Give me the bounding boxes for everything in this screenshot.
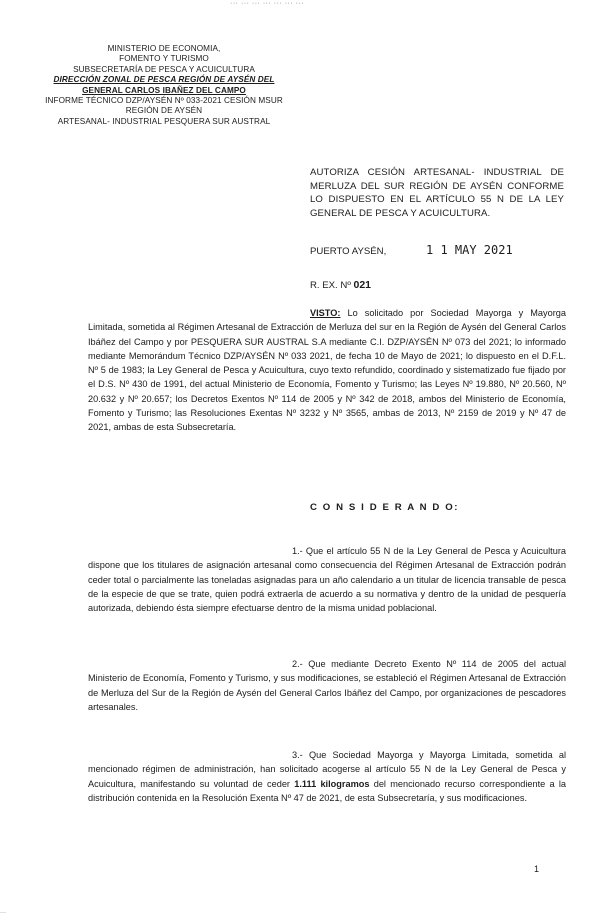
paragraph-3-text-a: 3.- Que Sociedad Mayorga y Mayorga Limitada, sometida al mencionado régimen de administración, han solicitado acogerse al artículo 55 N de la Ley General de Pesca y Acuicultura, manifestando su voluntad de ceder bbox=[88, 750, 566, 789]
visto-paragraph bbox=[88, 306, 566, 435]
considerando-paragraph-1 bbox=[88, 544, 566, 615]
considerando-paragraph-2 bbox=[88, 657, 566, 714]
paragraph-2-text: 2.- Que mediante Decreto Exento Nº 114 de 2005 del actual Ministerio de Economía, Fomento y Turismo, y sus modificaciones, se estableció el Régimen Artesanal de Extracción de Merluza del Sur de la Región de Aysén del General Carlos Ibáñez del Campo, por organizaciones de pescadores artesanales. bbox=[88, 659, 566, 712]
header-line-direccion: DIRECCIÓN ZONAL DE PESCA REGIÓN DE AYSÉN DEL bbox=[53, 75, 275, 85]
corner-mark: ··· bbox=[0, 910, 6, 916]
rex-number: 021 bbox=[353, 279, 372, 291]
header-line-informe: INFORME TÉCNICO DZP/AYSÉN Nº 033-2021 CESIÓN MSUR bbox=[45, 96, 283, 106]
header-line-fomento: FOMENTO Y TURISMO bbox=[119, 54, 209, 64]
header-line-artesanal: ARTESANAL- INDUSTRIAL PESQUERA SUR AUSTRAL bbox=[57, 116, 271, 126]
paragraph-3-amount: 1.111 kilogramos bbox=[294, 778, 370, 789]
place: PUERTO AYSÉN, bbox=[310, 246, 387, 257]
resolution-number bbox=[310, 279, 371, 291]
paragraph-3-text-b: del mencionado recurso correspondiente a la distribución contenida en la Resolución Exenta Nº 47 de 2021, de esta Subsecretaría, y sus modificaciones. bbox=[88, 778, 566, 803]
header-line-subsecretaria: SUBSECRETARÍA DE PESCA Y ACUICULTURA bbox=[73, 64, 255, 74]
date-stamp: 1 1 MAY 2021 bbox=[426, 243, 513, 257]
considerando-paragraph-3 bbox=[88, 748, 566, 805]
visto-label: VISTO: bbox=[310, 308, 341, 318]
paragraph-1-text: 1.- Que el artículo 55 N de la Ley General de Pesca y Acuicultura dispone que los titulares de asignación artesanal como consecuencia del Régimen Artesanal de Extracción podrán ceder total o parcialmente las toneladas asignadas para un año calendario a un titular de licencia transable de pesca de la especie de que se trate, quien podrá extraerla de acuerdo a su normativa y dentro de la unidad de pesquería autorizada, debiendo ésta siempre efectuarse dentro de la misma unidad poblacional. bbox=[88, 546, 566, 614]
visto-text: Lo solicitado por Sociedad Mayorga y Mayorga Limitada, sometida al Régimen Artesanal de Extracción de Merluza del sur en la Región de Aysén del General Carlos Ibáñez del Campo y por PESQUERA SUR AUSTRAL S.A mediante C.I. DZP/AYSÉN Nº 073 del 2021; lo informado mediante Memorándum Técnico DZP/AYSÉN Nº 033 2021, de fecha 10 de Mayo de 2021; lo dispuesto en el D.F.L. Nº 5 de 1983; la Ley General de Pesca y Acuicultura, cuyo texto refundido, coordinado y sistematizado fue fijado por el D.S. Nº 430 de 1991, del actual Ministerio de Economía, Fomento y Turismo; las Leyes Nº 19.880, Nº 20.560, Nº 20.632 y Nº 20.657; los Decretos Exentos Nº 114 de 2005 y Nº 342 de 2018, ambos del Ministerio de Economía, Fomento y Turismo; las Resoluciones Exentas Nº 3232 y Nº 3565, ambas de 2013, Nº 2159 de 2019 y Nº 47 de 2021, ambas de esta Subsecretaría. bbox=[88, 308, 566, 433]
place-date-line bbox=[310, 243, 570, 257]
header-line-region: REGIÓN DE AYSÉN bbox=[125, 106, 203, 116]
page-number: 1 bbox=[534, 864, 540, 874]
institution-header bbox=[44, 44, 284, 127]
resolution-title: AUTORIZA CESIÓN ARTESANAL- INDUSTRIAL DE MERLUZA DEL SUR REGIÓN DE AYSÉN CONFORME LO DISPUESTO EN EL ARTÍCULO 55 N DE LA LEY GENERAL DE PESCA Y ACUICULTURA. bbox=[310, 167, 564, 219]
header-line-ministry: MINISTERIO DE ECONOMIA, bbox=[107, 44, 221, 53]
header-line-general: GENERAL CARLOS IBAÑEZ DEL CAMPO bbox=[82, 85, 246, 95]
top-header-line: ··· ··· ··· ··· ··· ··· ··· bbox=[230, 0, 305, 7]
rex-label: R. EX. Nº bbox=[310, 280, 351, 291]
considerando-heading: C O N S I D E R A N D O: bbox=[310, 502, 460, 513]
